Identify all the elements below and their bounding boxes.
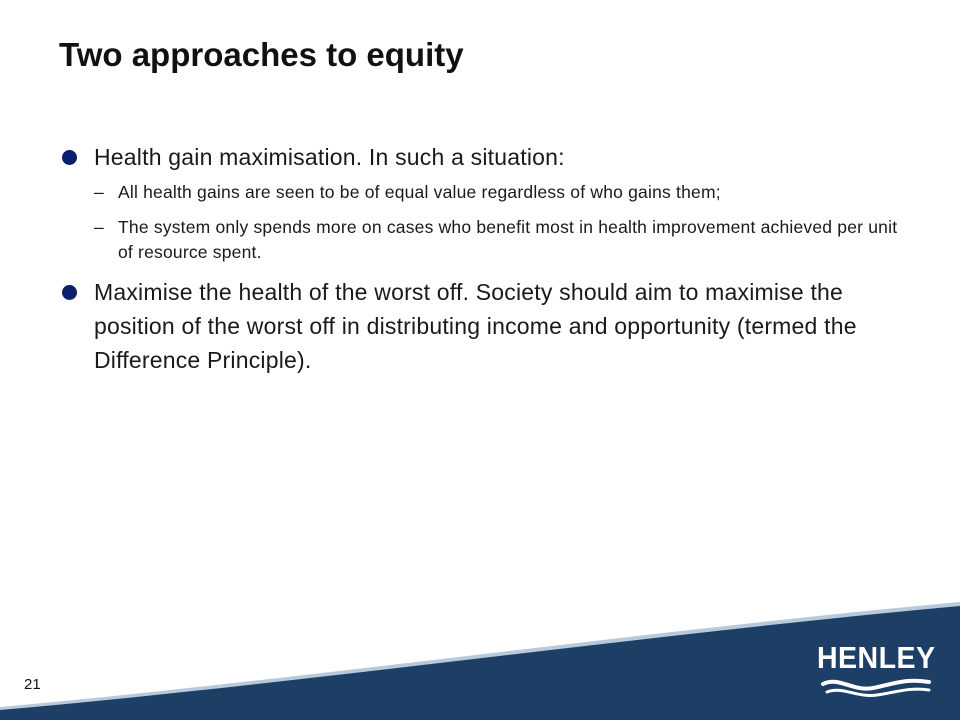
- slide-title: Two approaches to equity: [59, 36, 464, 73]
- sub-bullet-item: [94, 215, 900, 265]
- logo-text: HENLEY: [817, 640, 936, 675]
- henley-logo: [817, 640, 937, 700]
- footer-band-fill: [0, 606, 960, 720]
- bullet-text: Health gain maximisation. In such a situation:: [94, 144, 565, 170]
- wave-icon: [817, 640, 937, 700]
- page-number: 21: [24, 676, 41, 693]
- bullet-text: Maximise the health of the worst off. Society should aim to maximise the position of the worst off in distributing income and opportunity (termed the Difference Principle).: [94, 279, 857, 373]
- bullet-dot-icon: [62, 285, 77, 300]
- sub-bullet-list: [94, 180, 900, 265]
- sub-bullet-item: [94, 180, 900, 205]
- dash-icon: –: [94, 182, 104, 202]
- dash-icon: –: [94, 217, 104, 237]
- bullet-item: [60, 275, 900, 377]
- bullet-list: [60, 140, 900, 377]
- footer-band: [0, 600, 960, 720]
- bullet-dot-icon: [62, 150, 77, 165]
- bullet-item: [60, 140, 900, 265]
- sub-bullet-text: The system only spends more on cases who benefit most in health improvement achieved per unit of resource spent.: [118, 217, 898, 262]
- sub-bullet-text: All health gains are seen to be of equal value regardless of who gains them;: [118, 182, 721, 202]
